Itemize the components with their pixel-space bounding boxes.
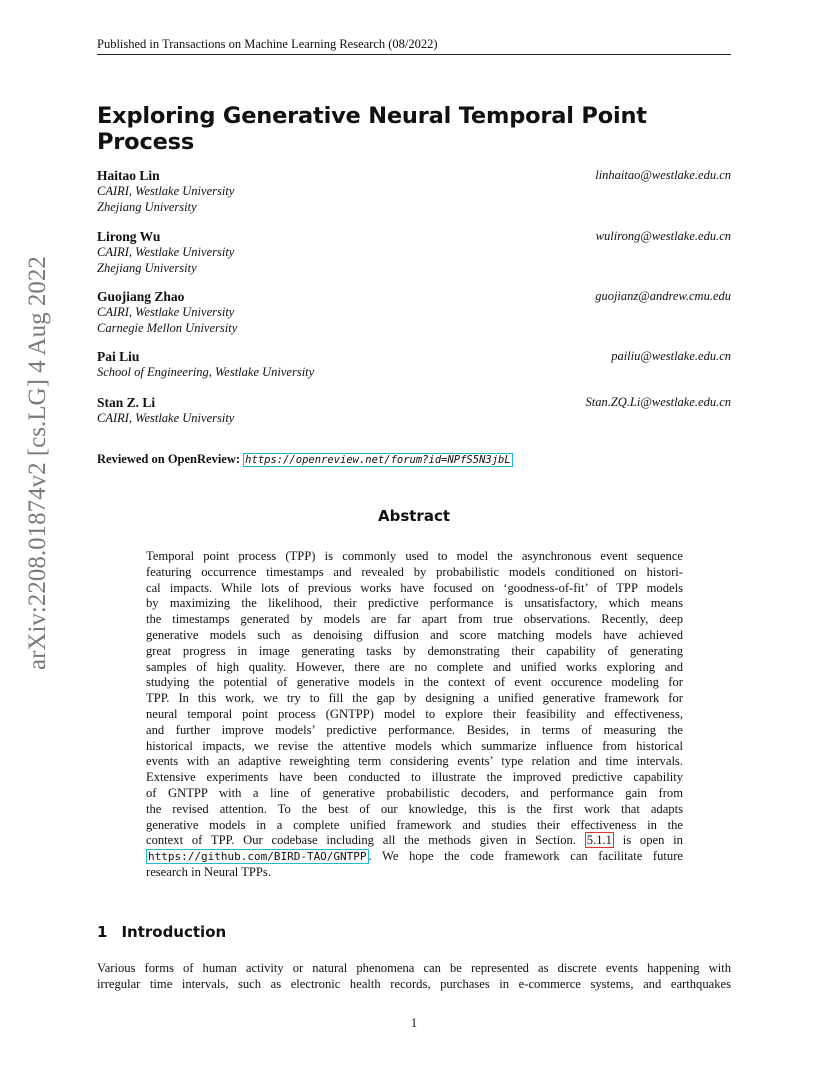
author-name: Lirong Wu xyxy=(97,229,161,244)
abstract-line: neural temporal point process (GNTPP) model to explore their feasibility and effectiveness, xyxy=(146,706,683,721)
abstract-line: studying the potential of generative models in the context of event occurence modeling for xyxy=(146,675,683,690)
author-affiliation: CAIRI, Westlake University xyxy=(97,411,235,425)
intro-line: irregular time intervals, such as electronic health records, purchases in e-commerce systems, and earthquakes xyxy=(97,977,731,991)
abstract-text: . We hope the code framework can facilitate future xyxy=(368,849,683,864)
abstract-line xyxy=(146,849,683,865)
author-block xyxy=(97,348,731,381)
abstract-line: events with an adaptive reweighting term considering events’ type relation and time intervals. xyxy=(146,754,683,769)
author-name: Pai Liu xyxy=(97,349,140,364)
author-email[interactable]: Stan.ZQ.Li@westlake.edu.cn xyxy=(585,395,731,409)
section-reference-link[interactable]: 5.1.1 xyxy=(586,833,612,848)
author-affiliation: School of Engineering, Westlake University xyxy=(97,365,315,379)
author-block xyxy=(97,228,731,276)
abstract-line: featuring occurrence timestamps and revealed by probabilistic models conditioned on histori- xyxy=(146,564,683,579)
author-affiliation: Carnegie Mellon University xyxy=(97,320,238,335)
section-title: Introduction xyxy=(121,923,227,941)
abstract-text: is open in xyxy=(622,833,683,848)
abstract-text: context of TPP. Our codebase including all the methods given in Section. xyxy=(146,833,576,848)
author-block xyxy=(97,288,731,336)
author-email[interactable]: guojianz@andrew.cmu.edu xyxy=(595,289,731,303)
intro-body xyxy=(97,960,731,992)
abstract-line: cal impacts. While lots of previous works have focused on ‘goodness-of-fit’ of TPP models xyxy=(146,580,683,595)
author-affiliation: CAIRI, Westlake University xyxy=(97,305,235,319)
abstract-line: the timestamps generated by models are far apart from true observations. Recently, deep xyxy=(146,612,683,627)
abstract-line: historical impacts, we revise the attentive models which summarize influence from historical xyxy=(146,738,683,753)
author-affiliation: Zhejiang University xyxy=(97,260,197,275)
abstract-line: generative models such as denoising diffusion and score matching models have achieved xyxy=(146,627,683,642)
author-affiliation: CAIRI, Westlake University xyxy=(97,184,235,198)
review-label: Reviewed on OpenReview: xyxy=(97,452,241,466)
abstract-line: the revised attention. To the best of our knowledge, this is the first work that adapts xyxy=(146,801,683,816)
github-link[interactable]: https://github.com/BIRD-TAO/GNTPP xyxy=(148,850,367,864)
author-email[interactable]: linhaitao@westlake.edu.cn xyxy=(595,168,731,182)
intro-line: Various forms of human activity or natural phenomena can be represented as discrete events happening with xyxy=(97,961,731,975)
abstract-line: and further improve models’ predictive performance. Besides, in terms of measuring the xyxy=(146,722,683,737)
abstract-line: by maximizing the likelihood, their predictive performance is unsatisfactory, which means xyxy=(146,596,683,611)
arxiv-identifier: arXiv:2208.01874v2 [cs.LG] 4 Aug 2022 xyxy=(24,256,51,670)
running-header: Published in Transactions on Machine Learning Research (08/2022) xyxy=(97,37,731,55)
abstract-line: research in Neural TPPs. xyxy=(146,864,271,879)
page-number: 1 xyxy=(410,1016,418,1030)
abstract-heading: Abstract xyxy=(377,507,451,525)
abstract-line: Temporal point process (TPP) is commonly used to model the asynchronous event sequence xyxy=(146,549,683,563)
abstract-line: samples of high quality. However, there are no complete and unified works exploring and xyxy=(146,659,683,674)
abstract-line xyxy=(146,833,683,849)
openreview-link[interactable]: https://openreview.net/forum?id=NPfS5N3jbL xyxy=(245,454,511,466)
paper-title: Exploring Generative Neural Temporal Point Process xyxy=(97,103,647,155)
section-heading xyxy=(97,923,226,941)
author-affiliation: CAIRI, Westlake University xyxy=(97,245,235,259)
author-name: Guojiang Zhao xyxy=(97,289,185,304)
author-name: Stan Z. Li xyxy=(97,395,156,410)
abstract-line: TPP. In this work, we try to fill the gap by designing a unified generative framework for xyxy=(146,691,683,706)
author-email[interactable]: pailiu@westlake.edu.cn xyxy=(611,349,731,363)
abstract-line: great progress in image generating tasks by demonstrating their capability of generating xyxy=(146,643,683,658)
section-number: 1 xyxy=(97,923,108,941)
abstract-body xyxy=(146,549,683,881)
abstract-line: generative models in a complete unified framework and studies their effectiveness in the xyxy=(146,817,683,832)
abstract-line: of GNTPP with a line of generative probabilistic decoders, and performance gain from xyxy=(146,785,683,800)
review-line xyxy=(97,452,513,467)
abstract-line: Extensive experiments have been conducted to illustrate the improved predictive capability xyxy=(146,770,683,785)
author-email[interactable]: wulirong@westlake.edu.cn xyxy=(595,229,731,243)
author-block xyxy=(97,394,731,427)
author-name: Haitao Lin xyxy=(97,168,160,183)
author-block xyxy=(97,167,731,215)
author-affiliation: Zhejiang University xyxy=(97,199,197,214)
